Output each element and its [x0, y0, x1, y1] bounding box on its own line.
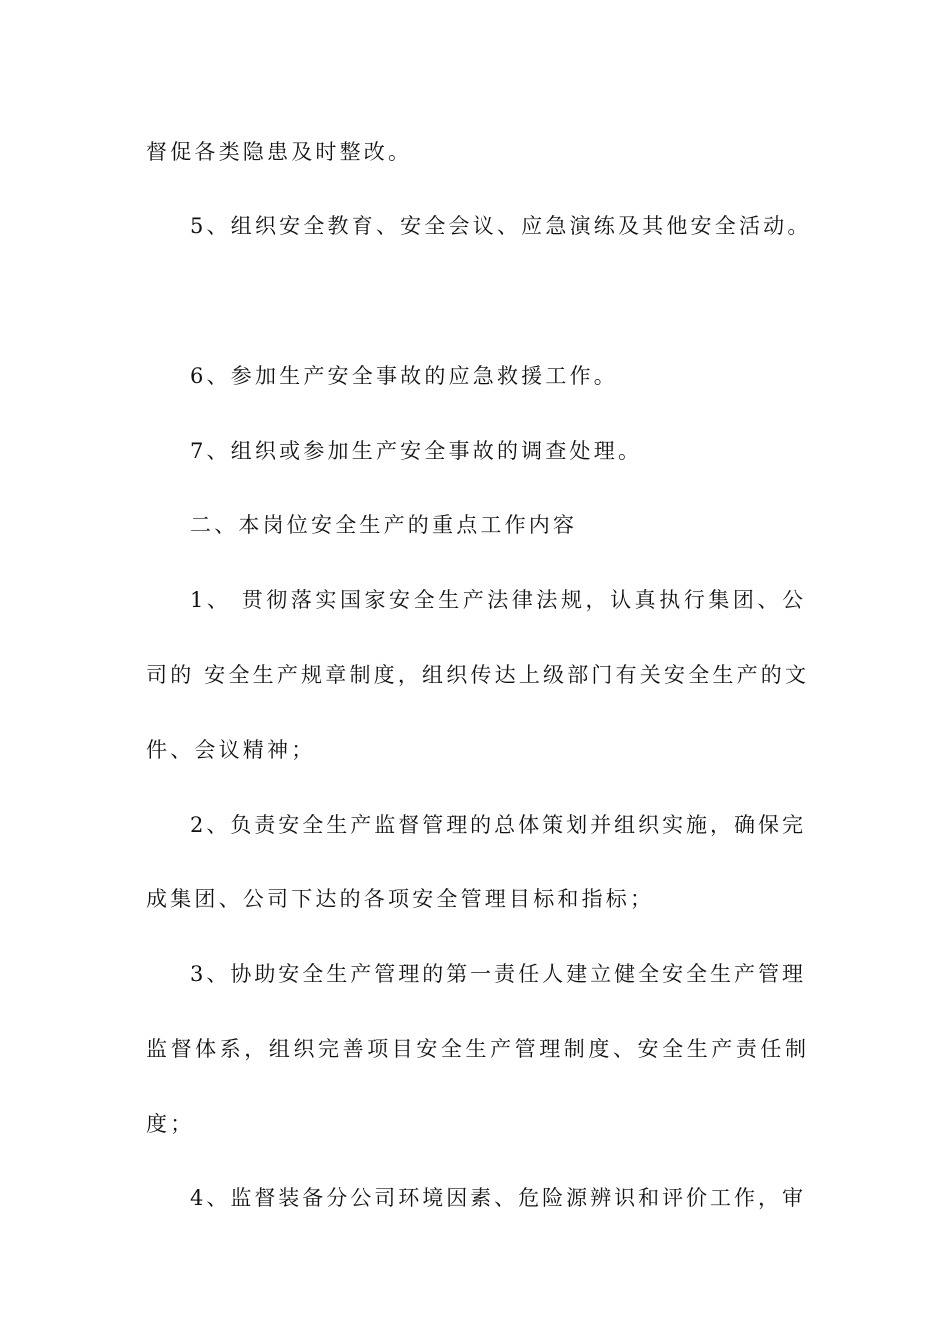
paragraph-line: 4、监督装备分公司环境因素、危险源辨识和评价工作，审 [190, 1186, 803, 1210]
paragraph-line: 件、会议精神； [146, 738, 316, 762]
paragraph-line: 1、 贯彻落实国家安全生产法律法规，认真执行集团、公 [190, 588, 803, 612]
paragraph-line: 2、负责安全生产监督管理的总体策划并组织实施，确保完 [190, 813, 803, 837]
paragraph-line: 3、协助安全生产管理的第一责任人建立健全安全生产管理 [190, 962, 803, 986]
paragraph-line: 7、组织或参加生产安全事故的调查处理。 [190, 439, 643, 463]
paragraph-line: 5、组织安全教育、安全会议、应急演练及其他安全活动。 [190, 214, 812, 238]
section-heading: 二、本岗位安全生产的重点工作内容 [190, 513, 578, 537]
paragraph-line: 6、参加生产安全事故的应急救援工作。 [190, 364, 618, 388]
paragraph-line: 度； [146, 1112, 195, 1136]
paragraph-line: 监督体系，组织完善项目安全生产管理制度、安全生产责任制 [146, 1037, 806, 1061]
paragraph-line: 成集团、公司下达的各项安全管理目标和指标； [146, 887, 655, 911]
paragraph-line: 督促各类隐患及时整改。 [146, 140, 413, 164]
paragraph-line: 司的 安全生产规章制度，组织传达上级部门有关安全生产的文 [146, 663, 806, 687]
